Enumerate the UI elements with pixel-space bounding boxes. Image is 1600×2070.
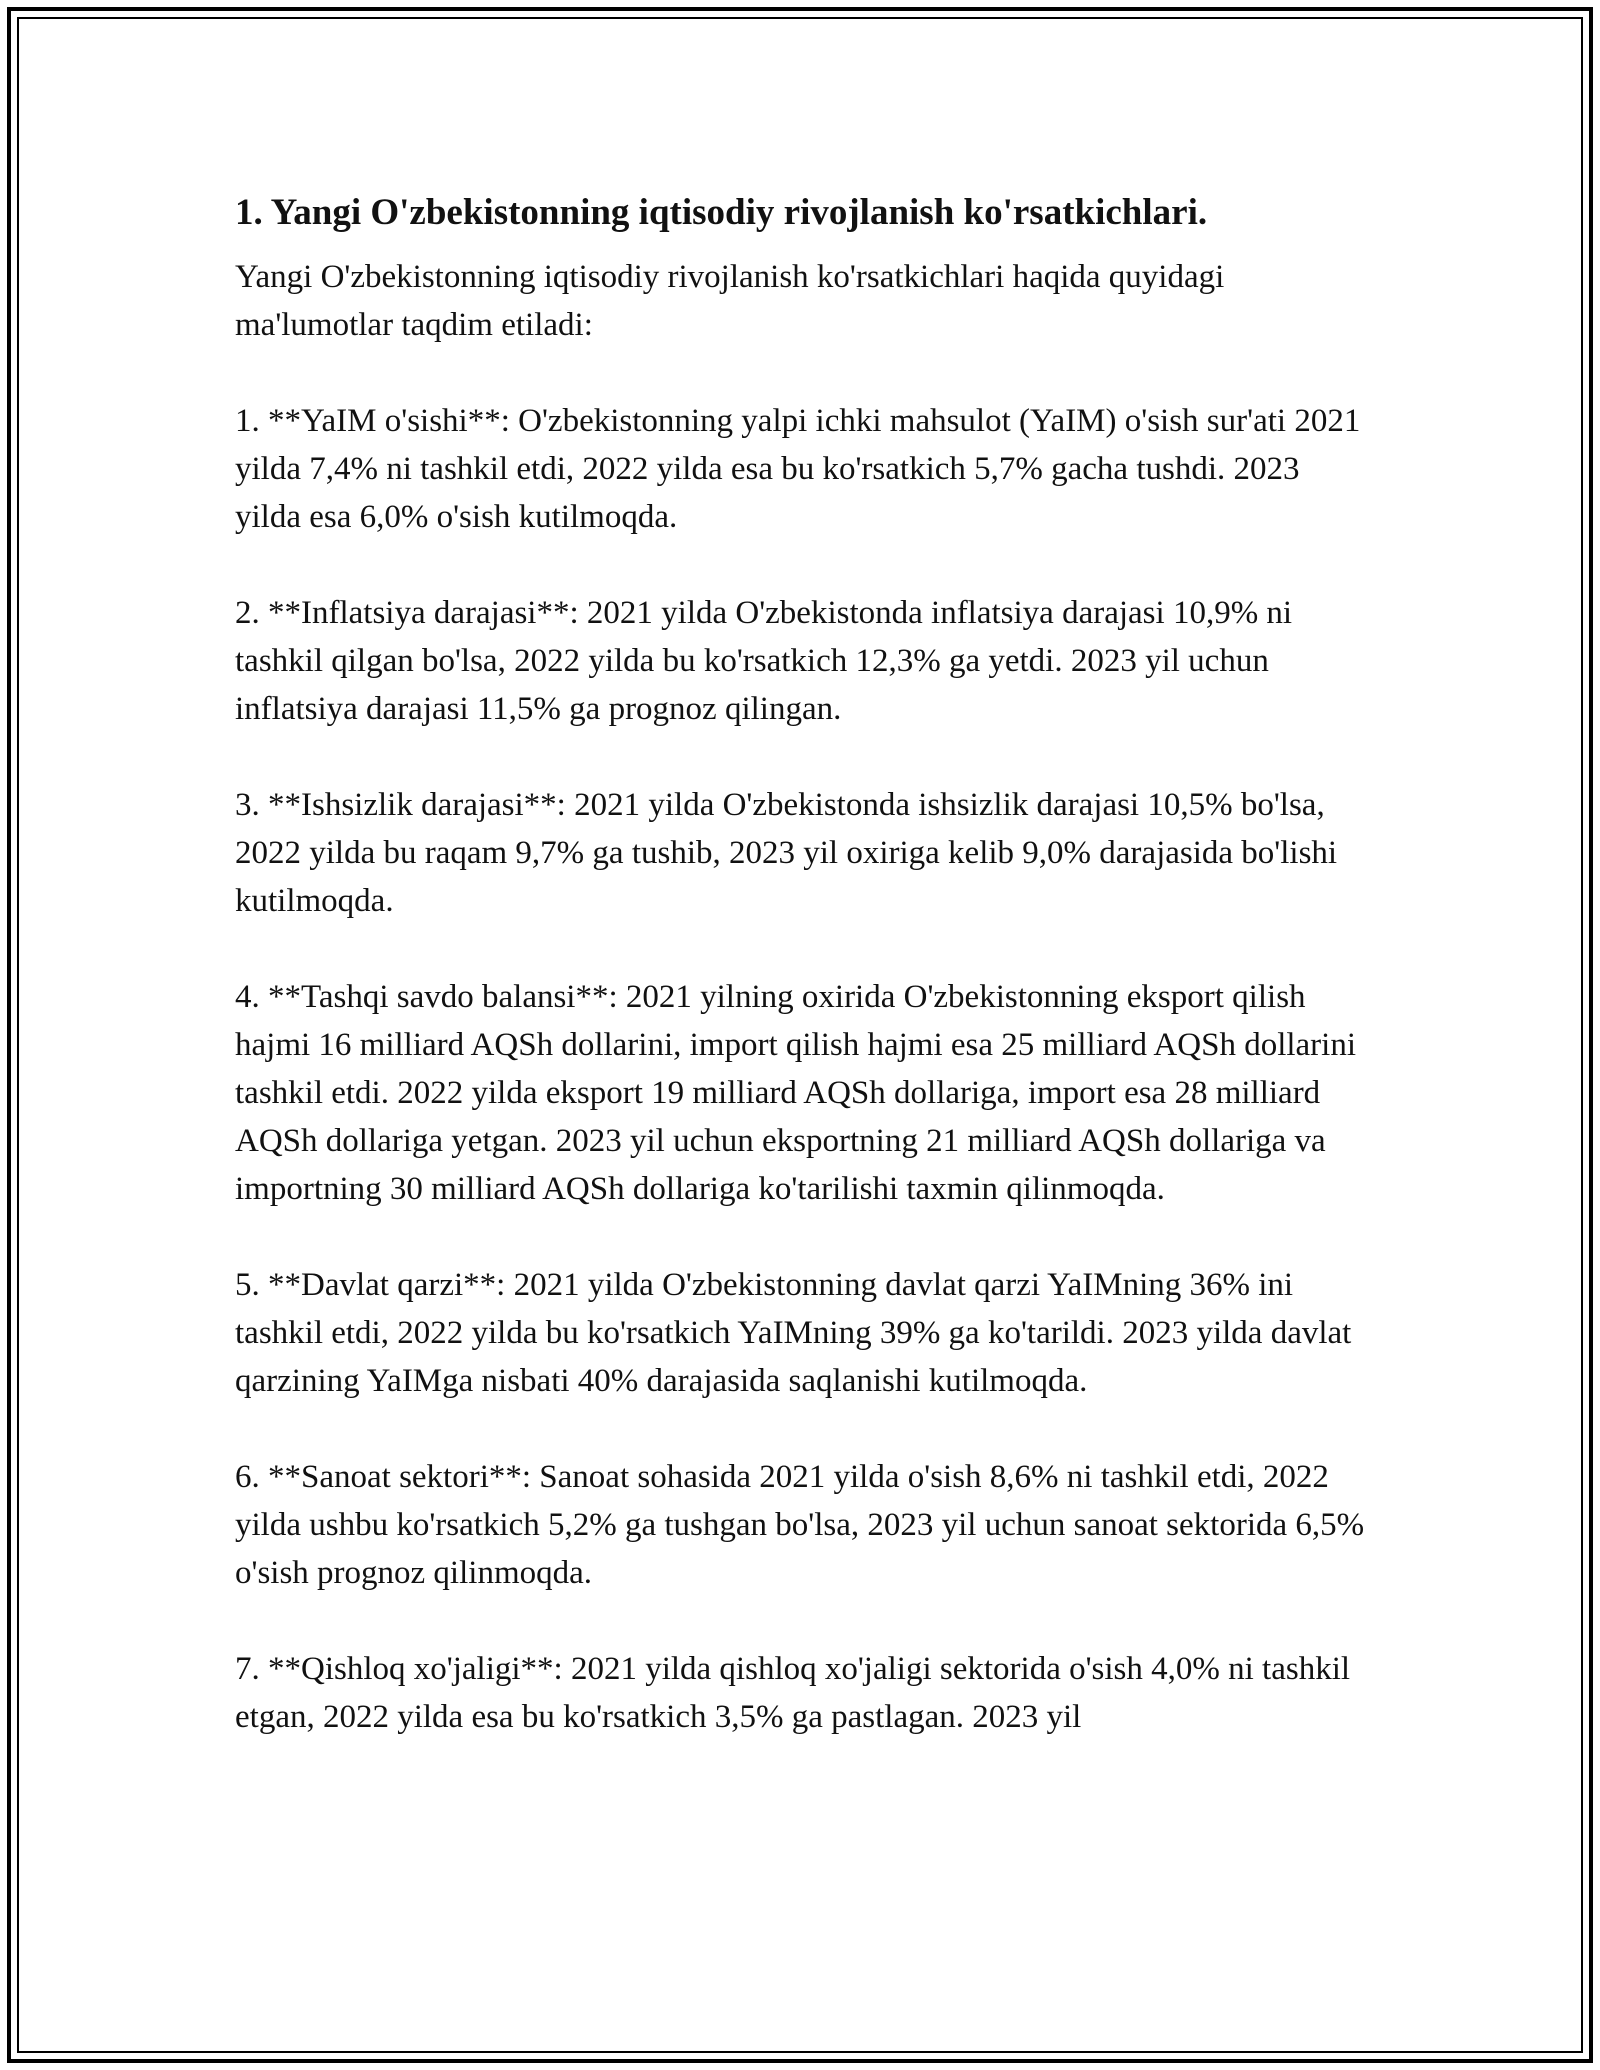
point-public-debt: 5. **Davlat qarzi**: 2021 yilda O'zbekistonning davlat qarzi YaIMning 36% ini tashkil etdi, 2022 yilda bu ko'rsatkich YaIMning 39% ga ko'tarildi. 2023 yilda davlat qarzining YaIMga nisbati 40% darajasida saqlanishi kutilmoqda. xyxy=(235,1267,1352,1399)
point-gdp-growth: 1. **YaIM o'sishi**: O'zbekistonning yalpi ichki mahsulot (YaIM) o'sish sur'ati 2021 yilda 7,4% ni tashkil etdi, 2022 yilda esa bu ko'rsatkich 5,7% gacha tushdi. 2023 yilda esa 6,0% o'sish kutilmoqda. xyxy=(235,403,1361,535)
point-trade-balance: 4. **Tashqi savdo balansi**: 2021 yilning oxirida O'zbekistonning eksport qilish hajmi 16 milliard AQSh dollarini, import qilish hajmi esa 25 milliard AQSh dollarini tashkil etdi. 2022 yilda eksport 19 milliard AQSh dollariga, import esa 28 milliard AQSh dollariga yetgan. 2023 yil uchun eksportning 21 milliard AQSh dollariga va importning 30 milliard AQSh dollariga ko'tarilishi taxmin qilinmoqda. xyxy=(235,979,1357,1207)
document-body xyxy=(235,185,1365,1741)
point-industry-sector: 6. **Sanoat sektori**: Sanoat sohasida 2021 yilda o'sish 8,6% ni tashkil etdi, 2022 yilda ushbu ko'rsatkich 5,2% ga tushgan bo'lsa, 2023 yil uchun sanoat sektorida 6,5% o'sish prognoz qilinmoqda. xyxy=(235,1459,1365,1591)
document-title: 1. Yangi O'zbekistonning iqtisodiy rivojlanish ko'rsatkichlari. xyxy=(235,192,1208,233)
point-unemployment: 3. **Ishsizlik darajasi**: 2021 yilda O'zbekistonda ishsizlik darajasi 10,5% bo'lsa, 2022 yilda bu raqam 9,7% ga tushib, 2023 yil oxiriga kelib 9,0% darajasida bo'lishi kutilmoqda. xyxy=(235,787,1338,919)
point-inflation: 2. **Inflatsiya darajasi**: 2021 yilda O'zbekistonda inflatsiya darajasi 10,9% ni tashkil qilgan bo'lsa, 2022 yilda bu ko'rsatkich 12,3% ga yetdi. 2023 yil uchun inflatsiya darajasi 11,5% ga prognoz qilingan. xyxy=(235,595,1293,727)
intro-paragraph: Yangi O'zbekistonning iqtisodiy rivojlanish ko'rsatkichlari haqida quyidagi ma'lumotlar taqdim etiladi: xyxy=(235,259,1225,343)
point-agriculture: 7. **Qishloq xo'jaligi**: 2021 yilda qishloq xo'jaligi sektorida o'sish 4,0% ni tashkil etgan, 2022 yilda esa bu ko'rsatkich 3,5% ga pastlagan. 2023 yil xyxy=(235,1651,1351,1735)
